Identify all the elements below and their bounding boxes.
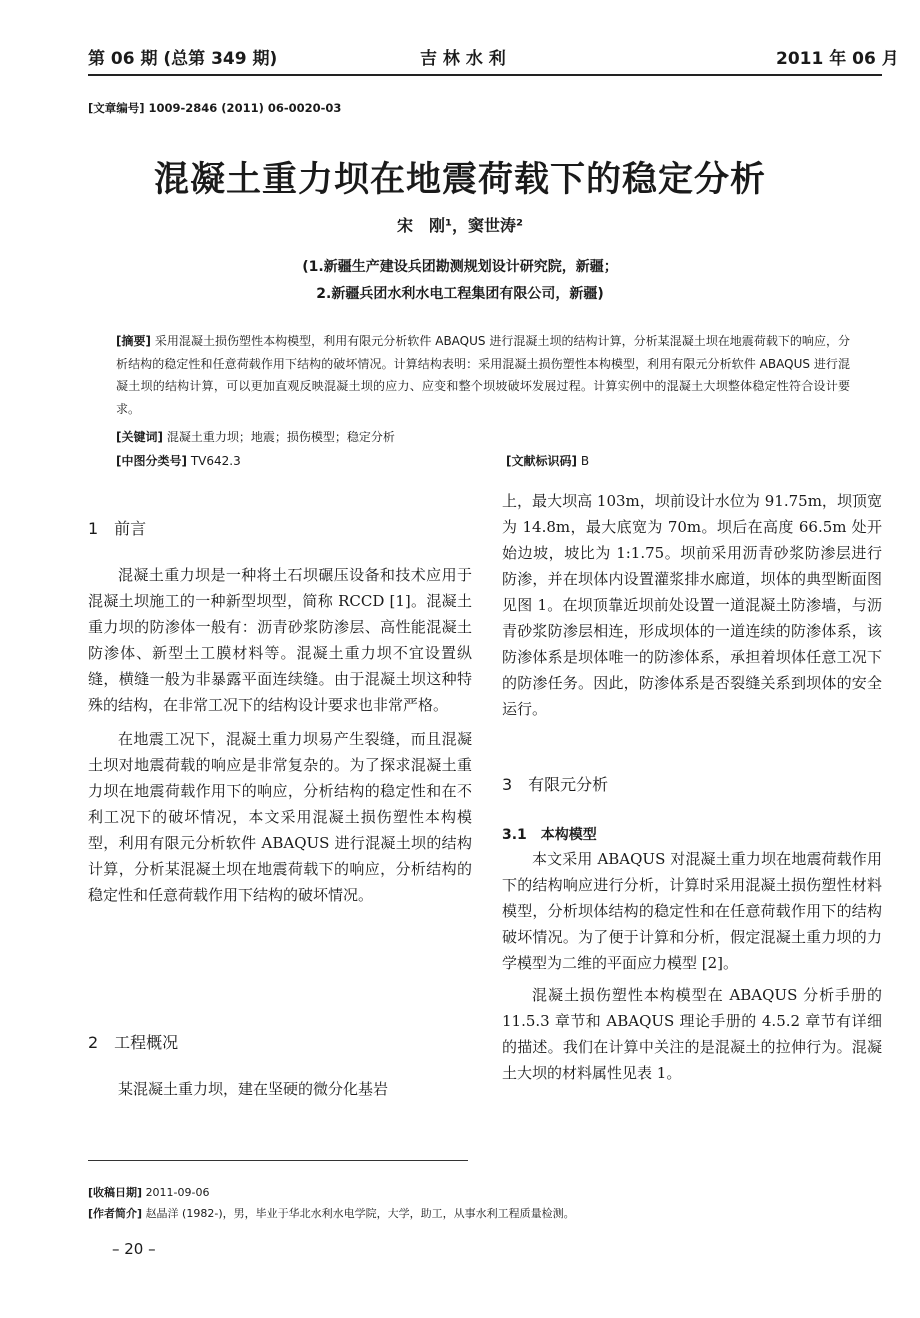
classification-label: [中图分类号] (116, 454, 187, 468)
section-2-continued (502, 488, 882, 722)
doc-code (506, 452, 589, 469)
abstract (116, 330, 850, 420)
classification-value: TV642.3 (190, 454, 241, 468)
keywords (116, 428, 395, 445)
paper-title: 混凝土重力坝在地震荷载下的稳定分析 (153, 160, 766, 200)
header-rule (88, 74, 882, 76)
keywords-text: 混凝土重力坝；地震；损伤模型；稳定分析 (166, 430, 395, 444)
keywords-label: [关键词] (116, 430, 163, 444)
section-2-body (88, 1076, 472, 1102)
footnote-rule (88, 1160, 468, 1161)
abstract-label: [摘要] (116, 334, 152, 348)
section-3-heading: 3 有限元分析 (502, 775, 609, 794)
header-date: 2011 年 06 月 (776, 49, 899, 69)
received-label: [收稿日期] (88, 1186, 143, 1199)
received-date: 2011-09-06 (145, 1186, 210, 1199)
footnote-author (88, 1205, 882, 1221)
paragraph: 本文采用 ABAQUS 对混凝土重力坝在地震荷载作用下的结构响应进行分析，计算时采用混凝土损伤塑性材料模型，分析坝体结构的稳定性和在任意荷载作用下的结构破坏情况。为了便于计算和分析，假定混凝土重力坝的力学模型为二维的平面应力模型 [2]。 (502, 850, 882, 972)
abstract-text: 采用混凝土损伤塑性本构模型，利用有限元分析软件 ABAQUS 进行混凝土坝的结构计算，分析某混凝土坝在地震荷载下的响应，分析结构的稳定性和任意荷载作用下结构的破坏情况。计算结构表明：采用混凝土损伤塑性本构模型，利用有限元分析软件 ABAQUS 进行混凝土坝的结构计算，可以更加直观反映混凝土坝的应力、应变和整个坝坡破坏发展过程。计算实例中的混凝土大坝整体稳定性符合设计要求。 (116, 334, 850, 416)
author-bio-label: [作者简介] (88, 1207, 143, 1220)
page-number: – 20 – (112, 1240, 156, 1258)
classification (116, 452, 241, 469)
header-journal: 吉 林 水 利 (420, 49, 506, 69)
section-3-1-body (502, 846, 882, 1086)
doc-code-label: [文献标识码] (506, 454, 577, 468)
paragraph: 混凝土重力坝是一种将土石坝碾压设备和技术应用于混凝土坝施工的一种新型坝型，简称 RCCD [1]。混凝土重力坝的防渗体一般有：沥青砂浆防渗层、高性能混凝土防渗体、新型土工膜材料等。混凝土重力坝不宜设置纵缝，横缝一般为非暴露平面连续缝。由于混凝土坝这种特殊的结构，在非常工况下的结构设计要求也非常严格。 (88, 566, 472, 714)
section-1-heading: 1 前言 (88, 519, 147, 538)
section-2-heading: 2 工程概况 (88, 1033, 179, 1052)
section-3-1-heading: 3.1 本构模型 (502, 827, 597, 843)
paragraph: 上，最大坝高 103m，坝前设计水位为 91.75m，坝顶宽为 14.8m，最大底宽为 70m。坝后在高度 66.5m 处开始边坡，坡比为 1:1.75。坝前采用沥青砂浆防渗层进行防渗，并在坝体内设置灌浆排水廊道，坝体的典型断面图见图 1。在坝顶靠近坝前处设置一道混凝土防渗墙，与沥青砂浆防渗层相连，形成坝体的一道连续的防渗体系，该防渗体系是坝体唯一的防渗体系，承担着坝体任意工况下的防渗任务。因此，防渗体系是否裂缝关系到坝体的安全运行。 (502, 492, 882, 718)
paragraph: 在地震工况下，混凝土重力坝易产生裂缝，而且混凝土坝对地震荷载的响应是非常复杂的。为了探求混凝土重力坝在地震荷载作用下的响应，分析结构的稳定性和在不利工况下的破坏情况，本文采用混凝土损伤塑性本构模型，利用有限元分析软件 ABAQUS 进行混凝土坝的结构计算，分析某混凝土坝在地震荷载下的响应，分析结构的稳定性和任意荷载作用下结构的破坏情况。 (88, 730, 472, 904)
affiliation-2: 2.新疆兵团水利水电工程集团有限公司，新疆) (316, 286, 604, 302)
doc-code-value: B (580, 454, 590, 468)
section-1-body (88, 562, 472, 908)
paragraph: 混凝土损伤塑性本构模型在 ABAQUS 分析手册的 11.5.3 章节和 ABAQUS 理论手册的 4.5.2 章节有详细的描述。我们在计算中关注的是混凝土的拉伸行为。混凝土大坝的材料属性见表 1。 (502, 986, 882, 1082)
paragraph: 某混凝土重力坝，建在坚硬的微分化基岩 (118, 1080, 389, 1098)
header-issue: 第 06 期 (总第 349 期) (88, 49, 278, 69)
article-number: [文章编号] 1009-2846 (2011) 06-0020-03 (88, 101, 342, 115)
author-bio-text: 赵晶洋 (1982-)，男，毕业于华北水利水电学院，大学，助工，从事水利工程质量检测。 (145, 1207, 575, 1220)
affiliation-1: (1.新疆生产建设兵团勘测规划设计研究院，新疆； (302, 259, 618, 275)
footnote-received (88, 1184, 882, 1200)
authors: 宋 刚¹，窦世涛² (396, 216, 524, 235)
